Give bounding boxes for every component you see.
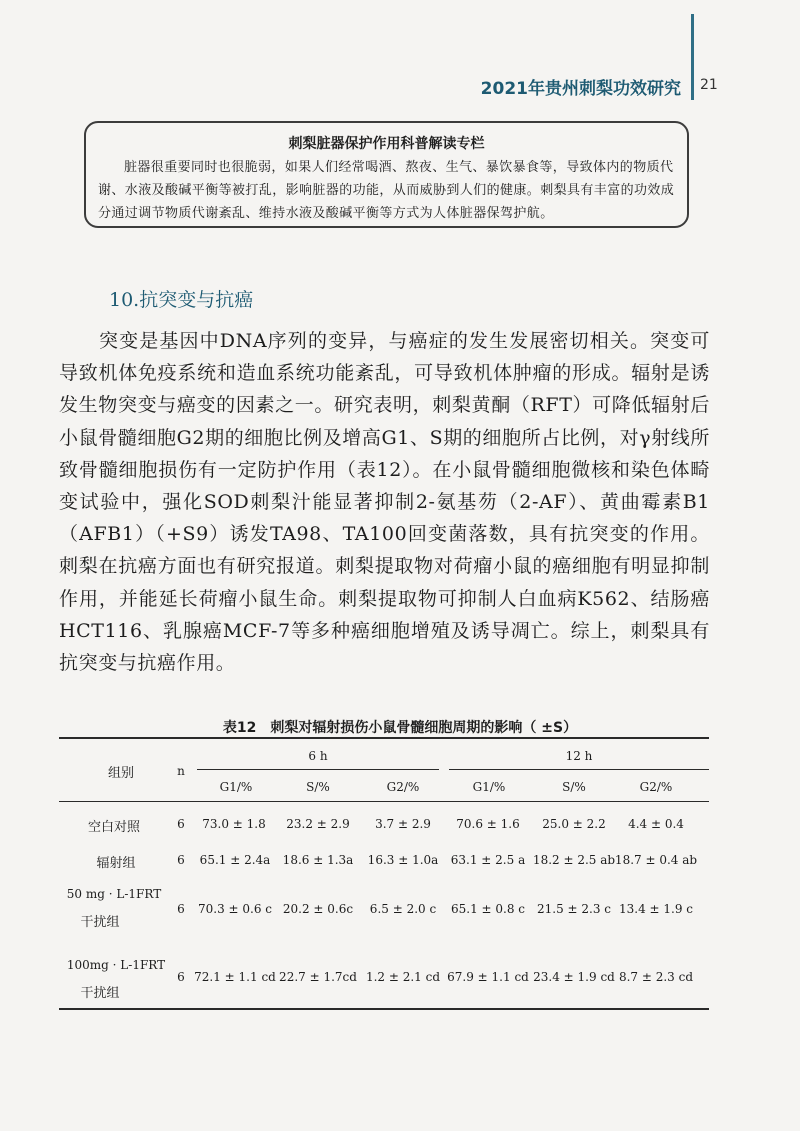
- table-cell: 8.7 ± 2.3 cd: [618, 970, 694, 984]
- table-cell: 16.3 ± 1.0a: [367, 853, 439, 867]
- table-row-group-line1: 100mg · L-1FRT: [66, 958, 166, 972]
- table-subheader: S/%: [306, 780, 330, 794]
- table-row-n: 6: [177, 970, 185, 984]
- table-top-rule: [59, 737, 709, 739]
- table-cell: 65.1 ± 0.8 c: [450, 902, 526, 916]
- table-cell: 65.1 ± 2.4a: [199, 853, 271, 867]
- table-cell: 1.2 ± 2.1 cd: [365, 970, 441, 984]
- table-row-n: 6: [177, 853, 185, 867]
- table-cell: 3.7 ± 2.9: [375, 817, 431, 831]
- table-cell: 13.4 ± 1.9 c: [618, 902, 694, 916]
- table-12h-rule: [449, 769, 709, 770]
- table-subheader: G1/%: [472, 780, 506, 794]
- table-header-n: n: [177, 764, 185, 778]
- table-row-n: 6: [177, 902, 185, 916]
- table-row-group-line2: 干扰组: [80, 986, 120, 1001]
- table-6h-rule: [197, 769, 439, 770]
- table-subheader: G2/%: [639, 780, 673, 794]
- table-cell: 73.0 ± 1.8: [202, 817, 266, 831]
- table-header-rule: [59, 801, 709, 802]
- table-cell: 18.2 ± 2.5 ab: [532, 853, 616, 867]
- table-cell: 72.1 ± 1.1 cd: [194, 970, 276, 984]
- table-cell: 4.4 ± 0.4: [628, 817, 684, 831]
- table-cell: 70.3 ± 0.6 c: [197, 902, 273, 916]
- info-box: [84, 121, 689, 228]
- header-vertical-rule: [691, 14, 694, 100]
- table-cell: 20.2 ± 0.6c: [282, 902, 354, 916]
- table-cell: 25.0 ± 2.2: [542, 817, 606, 831]
- info-box-text: 脏器很重要同时也很脆弱，如果人们经常喝酒、熬夜、生气、暴饮暴食等，导致体内的物质代谢、水液及酸碱平衡等被打乱，影响脏器的功能，从而威胁到人们的健康。刺梨具有丰富的功效成分通过调节物质代谢紊乱、维持水液及酸碱平衡等方式为人体脏器保驾护航。: [98, 160, 675, 221]
- table-cell: 21.5 ± 2.3 c: [536, 902, 612, 916]
- table-header-6h: 6 h: [308, 749, 328, 763]
- table-caption: 表12 刺梨对辐射损伤小鼠骨髓细胞周期的影响（ ±S）: [222, 720, 578, 736]
- table-subheader: G2/%: [386, 780, 420, 794]
- table-row-group: 辐射组: [96, 856, 136, 871]
- table-row-group: 空白对照: [87, 820, 141, 835]
- page-number: 21: [700, 77, 718, 93]
- table-cell: 18.6 ± 1.3a: [282, 853, 354, 867]
- table-subheader: G1/%: [219, 780, 253, 794]
- running-title: 2021年贵州刺梨功效研究: [480, 79, 681, 99]
- table-cell: 63.1 ± 2.5 a: [450, 853, 526, 867]
- table-bottom-rule: [59, 1008, 709, 1010]
- table-cell: 23.4 ± 1.9 cd: [533, 970, 615, 984]
- table-cell: 22.7 ± 1.7cd: [279, 970, 357, 984]
- table-row-group-line1: 50 mg · L-1FRT: [66, 887, 162, 901]
- table-subheader: S/%: [562, 780, 586, 794]
- table-header-group: 组别: [107, 766, 135, 781]
- table-row-n: 6: [177, 817, 185, 831]
- table-cell: 23.2 ± 2.9: [286, 817, 350, 831]
- table-row-group-line2: 干扰组: [80, 915, 120, 930]
- table-header-12h: 12 h: [565, 749, 593, 763]
- table-cell: 67.9 ± 1.1 cd: [447, 970, 529, 984]
- info-box-title: 刺梨脏器保护作用科普解读专栏: [288, 136, 485, 152]
- body-paragraph: 突变是基因中DNA序列的变异，与癌症的发生发展密切相关。突变可导致机体免疫系统和造血系统功能紊乱，可导致机体肿瘤的形成。辐射是诱发生物突变与癌变的因素之一。研究表明，刺梨黄酮（RFT）可降低辐射后小鼠骨髓细胞G2期的细胞比例及增高G1、S期的细胞所占比例，对γ射线所致骨髓细胞损伤有一定防护作用（表12）。在小鼠骨髓细胞微核和染色体畸变试验中，强化SOD刺梨汁能显著抑制2-氨基芴（2-AF）、黄曲霉素B1（AFB1）（+S9）诱发TA98、TA100回变菌落数，具有抗突变的作用。刺梨在抗癌方面也有研究报道。刺梨提取物对荷瘤小鼠的癌细胞有明显抑制作用，并能延长荷瘤小鼠生命。刺梨提取物可抑制人白血病K562、结肠癌HCT116、乳腺癌MCF-7等多种癌细胞增殖及诱导凋亡。综上，刺梨具有抗突变与抗癌作用。: [59, 330, 710, 675]
- table-cell: 6.5 ± 2.0 c: [369, 902, 437, 916]
- section-heading: 10.抗突变与抗癌: [109, 289, 254, 311]
- table-cell: 70.6 ± 1.6: [456, 817, 520, 831]
- table-cell: 18.7 ± 0.4 ab: [614, 853, 698, 867]
